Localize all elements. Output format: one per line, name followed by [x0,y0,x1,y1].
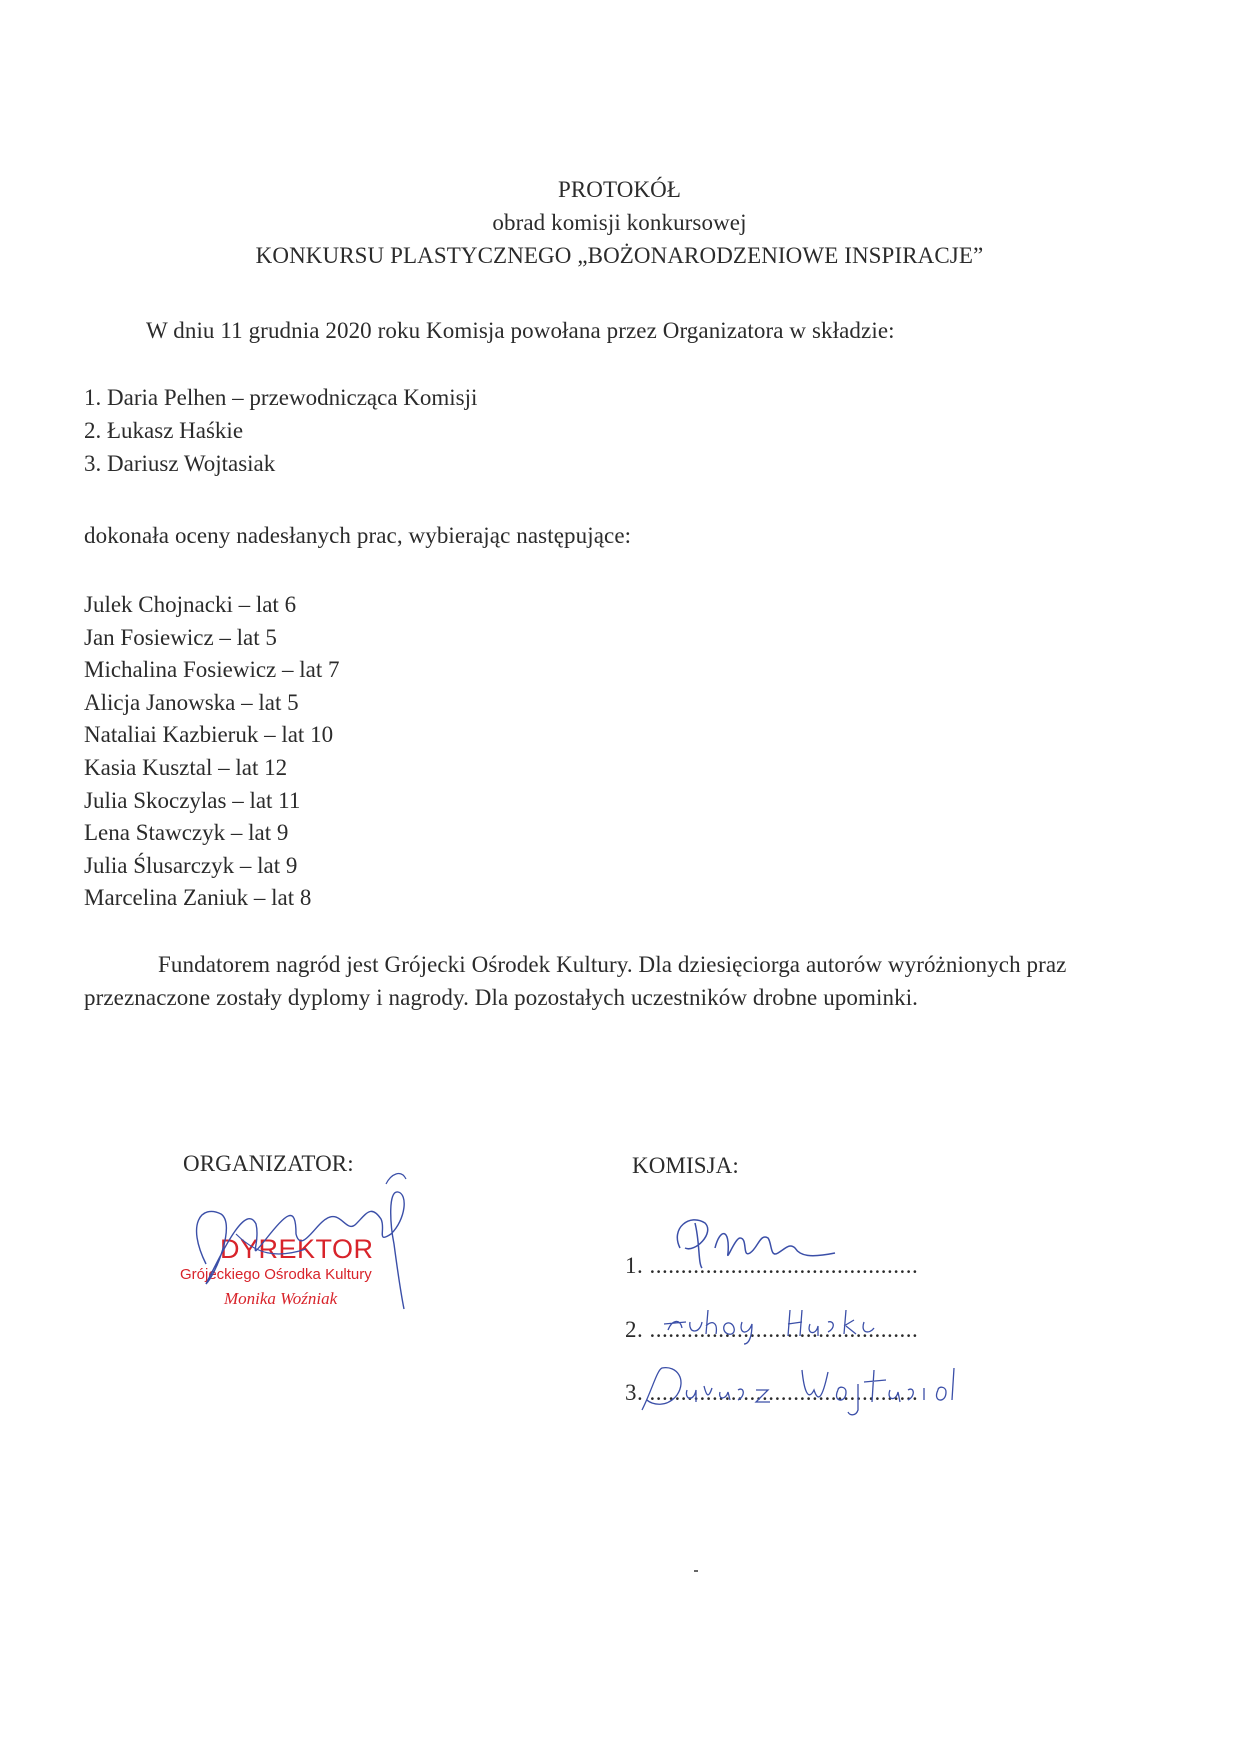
stamp-title: DYREKTOR [220,1234,374,1264]
organizer-label: ORGANIZATOR: [183,1151,354,1176]
committee-member: 3. Dariusz Wojtasiak [84,451,276,476]
committee-member: 1. Daria Pelhen – przewodnicząca Komisji [84,385,478,410]
stamp-organization: Grójeckiego Ośrodka Kultury [180,1266,372,1283]
winner-item: Julia Skoczylas – lat 11 [84,788,301,813]
committee-signature-2 [660,1300,890,1350]
stamp-person-name: Monika Woźniak [224,1289,338,1308]
signature-line-1: 1. ........................................... [625,1253,919,1278]
signature-line-3: 3. ........................................... [625,1380,919,1405]
winner-item: Julek Chojnacki – lat 6 [84,592,297,617]
closing-line-1: Fundatorem nagród jest Grójecki Ośrodek Kultury. Dla dziesięciorga autorów wyróżnionych praz [158,952,1067,977]
winner-item: Michalina Fosiewicz – lat 7 [84,657,340,682]
winner-item: Alicja Janowska – lat 5 [84,690,299,715]
evaluation-text: dokonała oceny nadesłanych prac, wybierając następujące: [84,523,632,548]
organizer-signature [176,1164,426,1314]
committee-signature-1 [660,1208,860,1278]
committee-member: 2. Łukasz Haśkie [84,418,244,443]
scan-artifact [694,1570,698,1572]
winner-item: Kasia Kusztal – lat 12 [84,755,288,780]
closing-line-2: przeznaczone zostały dyplomy i nagrody. Dla pozostałych uczestników drobne upominki. [84,985,919,1010]
winner-item: Lena Stawczyk – lat 9 [84,820,289,845]
intro-paragraph: W dniu 11 grudnia 2020 roku Komisja powołana przez Organizatora w składzie: [146,318,895,343]
document-title: PROTOKÓŁ [557,177,682,202]
contest-name: KONKURSU PLASTYCZNEGO „BOŻONARODZENIOWE INSPIRACJE” [255,243,984,268]
committee-label: KOMISJA: [632,1153,739,1178]
winner-item: Julia Ślusarczyk – lat 9 [84,853,298,878]
committee-signature-3 [632,1350,962,1420]
signature-line-2: 2. ........................................... [625,1317,919,1342]
winner-item: Nataliai Kazbieruk – lat 10 [84,722,334,747]
document-subtitle: obrad komisji konkursowej [492,210,747,235]
winner-item: Marcelina Zaniuk – lat 8 [84,885,312,910]
winner-item: Jan Fosiewicz – lat 5 [84,625,277,650]
